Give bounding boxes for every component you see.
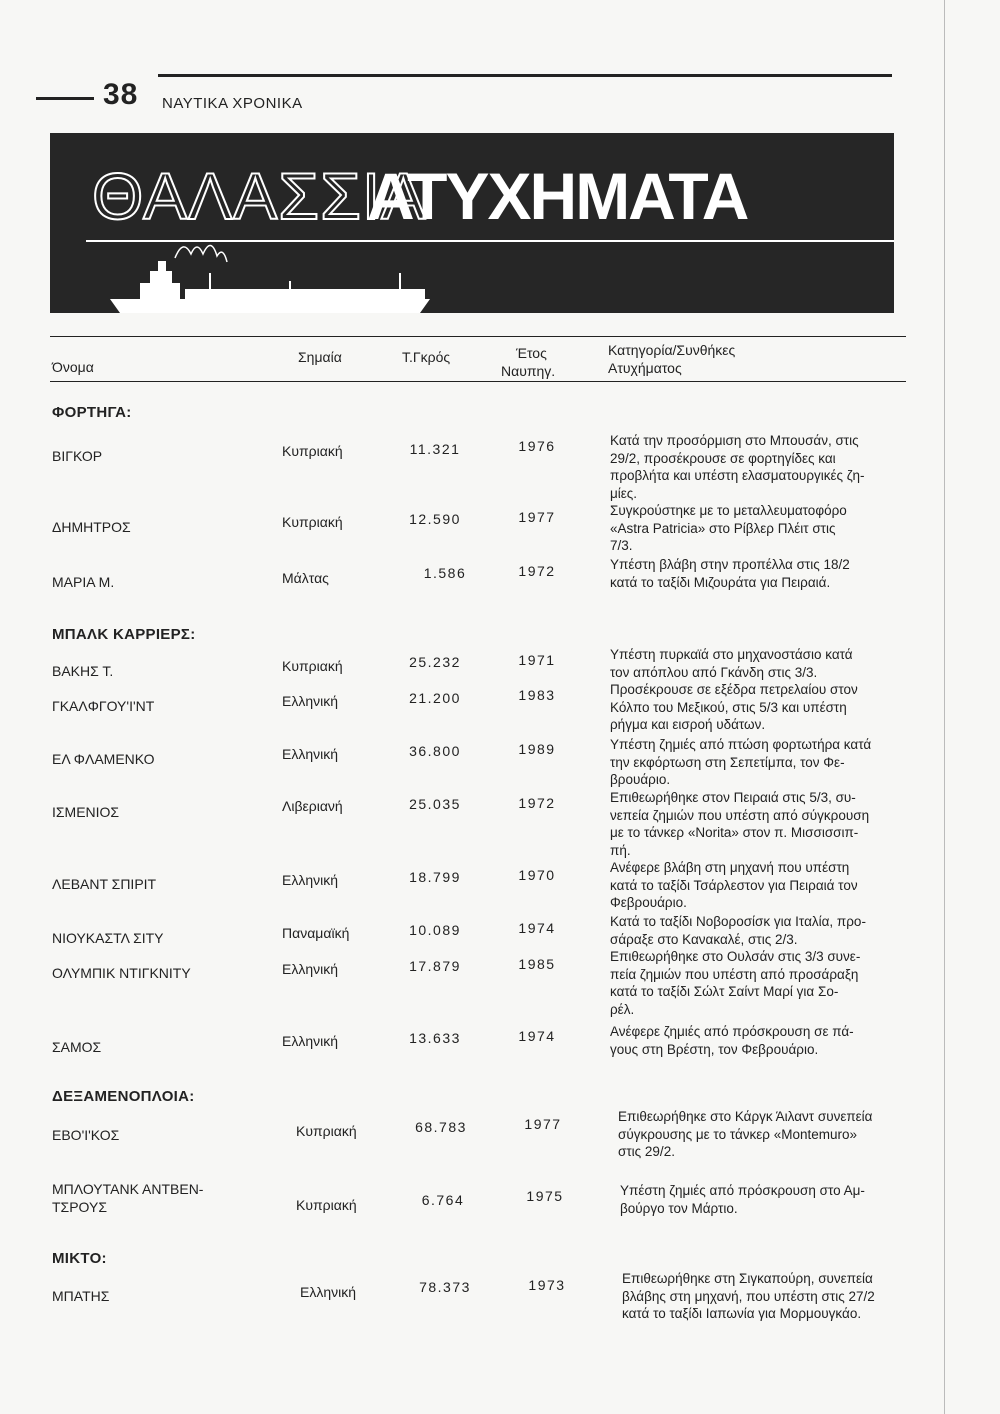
ship-flag: Κυπριακή xyxy=(282,514,343,530)
ship-year: 1972 xyxy=(518,795,556,811)
ship-year: 1989 xyxy=(518,741,556,757)
ship-tonnage: 6.764 xyxy=(421,1192,465,1208)
ship-tonnage: 25.035 xyxy=(409,796,461,812)
ship-flag: Ελληνική xyxy=(282,746,339,762)
header-name: Όνομα xyxy=(52,359,94,375)
incident-description: Συγκρούστηκε με το μεταλλευματοφόρο «Astra Patricia» στο Ρίβλερ Πλέιτ στις 7/3. xyxy=(610,503,847,553)
ship-name: ΓΚΑΛΦΓΟΥ'Ι'ΝΤ xyxy=(52,698,155,714)
section-title-mixed: ΜΙΚΤΟ: xyxy=(52,1250,107,1267)
title-light: ΘΑΛΑΣΣΙΑ xyxy=(92,159,427,233)
table-header-rule xyxy=(50,381,906,382)
ship-year: 1977 xyxy=(524,1116,562,1132)
incident-description: Υπέστη ζημιές από πτώση φορτωτήρα κατά την εκφόρτωση στη Σεπετίμπα, τον Φε- βρουάριο. xyxy=(610,737,872,787)
header-year-2: Ναυπηγ. xyxy=(501,363,556,379)
ship-tonnage: 25.232 xyxy=(409,654,461,670)
ship-flag: Παναμαϊκή xyxy=(282,925,350,941)
ship-flag: Ελληνική xyxy=(282,961,339,977)
ship-tonnage: 36.800 xyxy=(409,743,461,759)
ship-year: 1977 xyxy=(518,509,556,525)
header-tonnage: Τ.Γκρός xyxy=(402,349,451,365)
ship-flag: Κυπριακή xyxy=(296,1197,357,1213)
ship-flag: Ελληνική xyxy=(282,872,339,888)
header-year-1: Έτος xyxy=(516,345,547,361)
ship-flag: Μάλτας xyxy=(282,570,329,586)
ship-tonnage: 21.200 xyxy=(409,690,461,706)
incident-description: Κατά την προσόρμιση στο Μπουσάν, στις 29/2, προσέκρουσε σε φορτηγίδες και προβλήτα και υπέστη ελασματουργικές ζη- μίες. xyxy=(610,433,865,501)
ship-flag: Κυπριακή xyxy=(282,443,343,459)
ship-year: 1970 xyxy=(518,867,556,883)
incident-description: Επιθεωρήθηκε στη Σιγκαπούρη, συνεπεία βλάβης στη μηχανή, που υπέστη στις 27/2 κατά το ταξίδι Ιαπωνία για Μορμουγκάο. xyxy=(622,1271,875,1321)
ship-flag: Ελληνική xyxy=(282,693,339,709)
ship-illustration xyxy=(50,233,450,313)
ship-name: ΛΕΒΑΝΤ ΣΠΙΡΙΤ xyxy=(52,876,157,892)
incident-description: Υπέστη πυρκαϊά στο μηχανοστάσιο κατά τον απόπλου από Γκάνδη στις 3/3. xyxy=(610,647,853,680)
ship-tonnage: 12.590 xyxy=(409,511,461,527)
incident-description: Ανέφερε ζημιές από πρόσκρουση σε πά- γους στη Βρέστη, τον Φεβρουάριο. xyxy=(610,1024,854,1057)
ship-name: ΟΛΥΜΠΙΚ ΝΤΙΓΚΝΙΤΥ xyxy=(52,965,191,981)
ship-tonnage: 13.633 xyxy=(409,1030,461,1046)
ship-name: ΕΒΟ'Ι'ΚΟΣ xyxy=(52,1127,120,1143)
table-top-rule xyxy=(50,336,906,337)
publication-name: ΝΑΥΤΙΚΑ ΧΡΟΝΙΚΑ xyxy=(162,95,303,112)
ship-flag: Ελληνική xyxy=(300,1284,357,1300)
ship-tonnage: 10.089 xyxy=(409,922,461,938)
ship-year: 1973 xyxy=(528,1277,566,1293)
ship-flag: Ελληνική xyxy=(282,1033,339,1049)
title-bold: ΑΤΥΧΗΜΑΤΑ xyxy=(367,159,748,233)
ship-year: 1974 xyxy=(518,920,556,936)
ship-tonnage: 17.879 xyxy=(409,958,461,974)
ship-name: ΜΑΡΙΑ Μ. xyxy=(52,574,115,590)
incident-description: Επιθεωρήθηκε στο Ουλσάν στις 3/3 συνε- πεία ζημιών που υπέστη από προσάραξη κατά το ταξίδι Σώλτ Σαίντ Μαρί για Σο- ρέλ. xyxy=(610,949,861,1017)
ship-flag: Κυπριακή xyxy=(296,1123,357,1139)
ship-name: ΕΛ ΦΛΑΜΕΝΚΟ xyxy=(52,751,155,767)
ship-tonnage: 18.799 xyxy=(409,869,461,885)
incident-description: Κατά το ταξίδι Νοβοροσίσκ για Ιταλία, προ- σάραξε στο Κανακαλέ, στις 2/3. xyxy=(610,914,866,947)
header-rule-right xyxy=(158,74,892,77)
incident-description: Ανέφερε βλάβη στη μηχανή που υπέστη κατά το ταξίδι Τσάρλεστον για Πειραιά τον Φεβρουάριο. xyxy=(610,860,858,910)
incident-description: Υπέστη βλάβη στην προπέλλα στις 18/2 κατά το ταξίδι Μιζουράτα για Πειραιά. xyxy=(610,557,850,590)
ship-name: ΒΙΓΚΟΡ xyxy=(52,448,103,464)
header-flag: Σημαία xyxy=(298,349,342,365)
ship-flag: Λιβεριανή xyxy=(282,798,343,814)
incident-description: Επιθεωρήθηκε στο Κάργκ Άιλαντ συνεπεία σύγκρουσης με το τάνκερ «Montemuro» στις 29/2. xyxy=(618,1109,873,1159)
ship-name: ΒΑΚΗΣ Τ. xyxy=(52,663,114,679)
header-rule-left xyxy=(36,97,94,100)
section-title-cargo: ΦΟΡΤΗΓΑ: xyxy=(52,404,132,421)
ship-name: ΜΠΑΤΗΣ xyxy=(52,1288,110,1304)
ship-name: ΔΗΜΗΤΡΟΣ xyxy=(52,519,131,535)
incident-description: Προσέκρουσε σε εξέδρα πετρελαίου στον Κόλπο του Μεξικού, στις 5/3 και υπέστη ρήγμα και εισροή υδάτων. xyxy=(610,682,858,732)
ship-year: 1971 xyxy=(518,652,556,668)
ship-name: ΜΠΛΟΥΤΑΝΚ ΑΝΤΒΕΝ- ΤΣΡΟΥΣ xyxy=(52,1181,204,1215)
page-edge xyxy=(944,0,945,1414)
ship-name: ΙΣΜΕΝΙΟΣ xyxy=(52,804,120,820)
ship-year: 1983 xyxy=(518,687,556,703)
ship-year: 1972 xyxy=(518,563,556,579)
header-desc-2: Ατυχήματος xyxy=(608,360,682,376)
incident-description: Υπέστη ζημιές από πρόσκρουση στο Αμ- βούργο τον Μάρτιο. xyxy=(620,1183,865,1216)
ship-tonnage: 11.321 xyxy=(409,441,461,457)
page-number: 38 xyxy=(103,78,139,111)
ship-tonnage: 68.783 xyxy=(415,1119,467,1135)
ship-flag: Κυπριακή xyxy=(282,658,343,674)
ship-year: 1975 xyxy=(526,1188,564,1204)
section-title-tankers: ΔΕΞΑΜΕΝΟΠΛΟΙΑ: xyxy=(52,1088,195,1105)
section-title-bulk: ΜΠΑΛΚ ΚΑΡΡΙΕΡΣ: xyxy=(52,626,196,643)
ship-tonnage: 1.586 xyxy=(423,565,467,581)
incident-description: Επιθεωρήθηκε στον Πειραιά στις 5/3, συ- νεπεία ζημιών που υπέστη από σύγκρουση με το τάνκερ «Norita» στον π. Μισσισσιπ- πή. xyxy=(610,790,870,858)
ship-year: 1974 xyxy=(518,1028,556,1044)
ship-name: ΝΙΟΥΚΑΣΤΛ ΣΙΤΥ xyxy=(52,930,164,946)
ship-year: 1976 xyxy=(518,438,556,454)
ship-name: ΣΑΜΟΣ xyxy=(52,1039,102,1055)
ship-year: 1985 xyxy=(518,956,556,972)
title-banner xyxy=(50,133,894,313)
ship-tonnage: 78.373 xyxy=(419,1279,471,1295)
header-desc-1: Κατηγορία/Συνθήκες xyxy=(608,342,736,358)
